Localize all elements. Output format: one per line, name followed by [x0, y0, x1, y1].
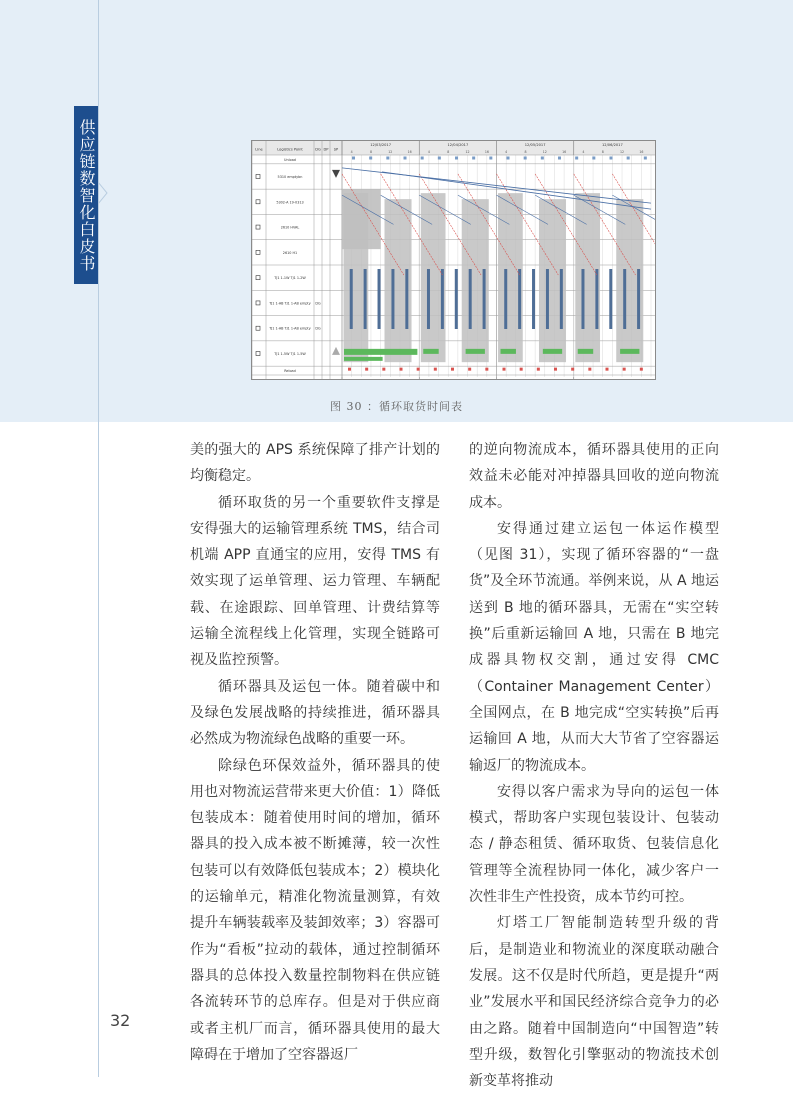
reload-marker — [485, 368, 488, 371]
row-label: TJ1 1-AB TJ1 1-AB empty — [269, 301, 311, 306]
vehicle-marker — [378, 269, 381, 329]
vehicle-marker — [609, 269, 612, 329]
hour-tick-label: 16 — [484, 150, 489, 154]
hour-tick-label: 12 — [388, 150, 393, 154]
table-header-label: Logistics Point — [277, 147, 303, 152]
reload-marker — [451, 368, 454, 371]
row-label: 5302-A 19-0313 — [276, 200, 304, 205]
row-tag: DG — [315, 326, 321, 331]
date-header-label: 12/03/2017 — [370, 143, 391, 147]
table-header-label: DP — [323, 147, 329, 152]
vehicle-marker — [350, 269, 353, 329]
reload-marker — [606, 368, 609, 371]
reload-marker — [400, 368, 403, 371]
row-label: Reload — [284, 369, 296, 374]
vehicle-marker — [405, 269, 408, 329]
transit-bar — [620, 349, 639, 354]
row-label: TJ1 1-AB TJ1 1-AB empty — [269, 326, 311, 331]
paragraph: 美的强大的 APS 系统保障了排产计划的均衡稳定。 — [190, 442, 440, 485]
unload-marker — [386, 157, 389, 160]
vehicle-marker — [623, 269, 626, 329]
reload-marker — [640, 368, 643, 371]
row-label: TJ1 1-1W TJ1 1-2W — [274, 276, 306, 281]
vehicle-marker — [595, 269, 598, 329]
transit-bar — [578, 349, 593, 354]
loop-pickup-schedule-figure — [251, 140, 656, 380]
reload-marker — [571, 368, 574, 371]
vehicle-marker — [581, 269, 584, 329]
row-tag: DG — [315, 301, 321, 306]
vehicle-marker — [427, 269, 430, 329]
hour-tick-label: 8 — [601, 150, 604, 154]
unload-marker — [558, 157, 561, 160]
unload-marker — [369, 157, 372, 160]
reload-marker — [537, 368, 540, 371]
reload-marker — [348, 368, 351, 371]
transit-bar — [543, 349, 562, 354]
figure-caption: 图 30 ：循环取货时间表 — [330, 400, 463, 413]
hour-tick-label: 16 — [407, 150, 412, 154]
vehicle-marker — [637, 269, 640, 329]
gantt-chart — [252, 141, 655, 379]
page-number: 32 — [110, 1011, 131, 1030]
unload-marker — [404, 157, 407, 160]
hour-tick-label: 12 — [465, 150, 470, 154]
unload-marker — [421, 157, 424, 160]
unload-marker — [489, 157, 492, 160]
date-header-label: 12/06/2017 — [602, 143, 623, 147]
chapter-tab-pointer-icon — [98, 182, 108, 204]
unload-marker — [352, 157, 355, 160]
text-column-left — [190, 437, 440, 1068]
hour-tick-label: 12 — [542, 150, 547, 154]
unload-marker — [438, 157, 441, 160]
vehicle-marker — [560, 269, 563, 329]
hour-tick-label: 4 — [350, 150, 353, 154]
vehicle-marker — [441, 269, 444, 329]
margin-rule — [98, 0, 99, 1077]
unload-marker — [575, 157, 578, 160]
hour-tick-label: 8 — [369, 150, 372, 154]
hour-tick-label: 8 — [447, 150, 450, 154]
text-column-right — [469, 437, 719, 1094]
unload-marker — [455, 157, 458, 160]
reload-marker — [623, 368, 626, 371]
transit-bar — [501, 349, 516, 354]
unload-marker — [541, 157, 544, 160]
paragraph: 循环取货的另一个重要软件支撑是安得强大的运输管理系统 TMS，结合司机端 APP 直通宝的应用，安得 TMS 有效实现了运单管理、运力管理、车辆配载、在途跟踪、回单管理、计费结算等运输全流程线上化管理，实现全链路可视及监控预警。 — [190, 494, 440, 669]
date-header-label: 12/04/2017 — [447, 143, 469, 147]
paragraph: 安得通过建立运包一体运作模型（见图 31），实现了循环容器的“一盘货”及全环节流通。举例来说，从 A 地运送到 B 地的循环器具，无需在“实空转换”后重新运输回 A 地，只需在 B 地完成器具物权交割，通过安得 CMC（Container Management Center）全国网点，在 B 地完成“空实转换”后再运输回 A 地，从而大大节省了空容器运输返厂的物流成本。 — [469, 520, 719, 774]
vehicle-marker — [504, 269, 507, 329]
reload-marker — [588, 368, 591, 371]
transit-bar — [466, 349, 485, 354]
paragraph: 安得以客户需求为导向的运包一体模式，帮助客户实现包装设计、包装动态 / 静态租赁、循环取货、包装信息化管理等全流程协同一体化，减少客户一次性非生产性投资，成本节约可控。 — [469, 783, 719, 906]
row-label: 2610 HVAL — [280, 225, 300, 230]
hour-tick-label: 8 — [524, 150, 527, 154]
paragraph: 灯塔工厂智能制造转型升级的背后，是制造业和物流业的深度联动融合发展。这不仅是时代所趋，更是提升“两业”发展水平和国民经济综合竞争力的必由之路。随着中国制造向“中国智造”转型升级，数智化引擎驱动的物流技术创新变革将推动 — [469, 915, 719, 1090]
transit-bar — [344, 357, 383, 361]
unload-marker — [592, 157, 595, 160]
reload-marker — [417, 368, 420, 371]
reload-marker — [503, 368, 506, 371]
unload-marker — [507, 157, 510, 160]
reload-marker — [365, 368, 368, 371]
vehicle-marker — [469, 269, 472, 329]
transit-bar — [344, 349, 417, 355]
vehicle-marker — [455, 269, 458, 329]
unload-marker — [627, 157, 630, 160]
reload-marker — [382, 368, 385, 371]
table-header-label: DG — [315, 147, 321, 152]
table-header-label: Line — [255, 147, 263, 152]
reload-marker — [520, 368, 523, 371]
row-label: TJ1 1-5W TJ1 1-5W — [274, 352, 306, 357]
unload-marker — [644, 157, 647, 160]
unload-marker — [472, 157, 475, 160]
hour-tick-label: 12 — [620, 150, 625, 154]
hour-tick-label: 4 — [582, 150, 585, 154]
vehicle-marker — [364, 269, 367, 329]
vehicle-marker — [483, 269, 486, 329]
row-label: 2610 H1 — [282, 250, 298, 255]
reload-marker — [468, 368, 471, 371]
hour-tick-label: 4 — [505, 150, 508, 154]
paragraph: 除绿色环保效益外，循环器具的使用也对物流运营带来更大价值：1）降低包装成本：随着使用时间的增加，循环器具的投入成本被不断摊薄，较一次性包装可以有效降低包装成本；2）模块化的运输单元，精准化物流量测算，有效提升车辆装载率及装卸效率；3）容器可作为“看板”拉动的载体，通过控制循环器具的总体投入数量控制物料在供应链各流转环节的总库存。但是对于供应商或者主机厂而言，循环器具使用的最大障碍在于增加了空容器返厂 — [190, 757, 440, 1063]
row-label: Unload — [284, 157, 296, 162]
unload-marker — [610, 157, 613, 160]
reload-marker — [434, 368, 437, 371]
transit-bar — [423, 349, 438, 354]
table-header-label: SP — [333, 147, 339, 152]
paragraph: 的逆向物流成本，循环器具使用的正向效益未必能对冲掉器具回收的逆向物流成本。 — [469, 442, 719, 511]
hour-tick-label: 4 — [427, 150, 430, 154]
chapter-tab: 供应链数智化白皮书 — [74, 106, 98, 284]
paragraph: 循环器具及运包一体。随着碳中和及绿色发展战略的持续推进，循环器具必然成为物流绿色战略的重要一环。 — [190, 678, 440, 748]
row-label: 5310 emptybn — [277, 174, 303, 179]
hour-tick-label: 16 — [639, 150, 644, 154]
vehicle-marker — [546, 269, 549, 329]
reload-marker — [554, 368, 557, 371]
hour-tick-label: 16 — [562, 150, 567, 154]
vehicle-marker — [532, 269, 535, 329]
vehicle-marker — [391, 269, 394, 329]
vehicle-marker — [518, 269, 521, 329]
unload-marker — [524, 157, 527, 160]
date-header-label: 12/05/2017 — [524, 143, 546, 147]
